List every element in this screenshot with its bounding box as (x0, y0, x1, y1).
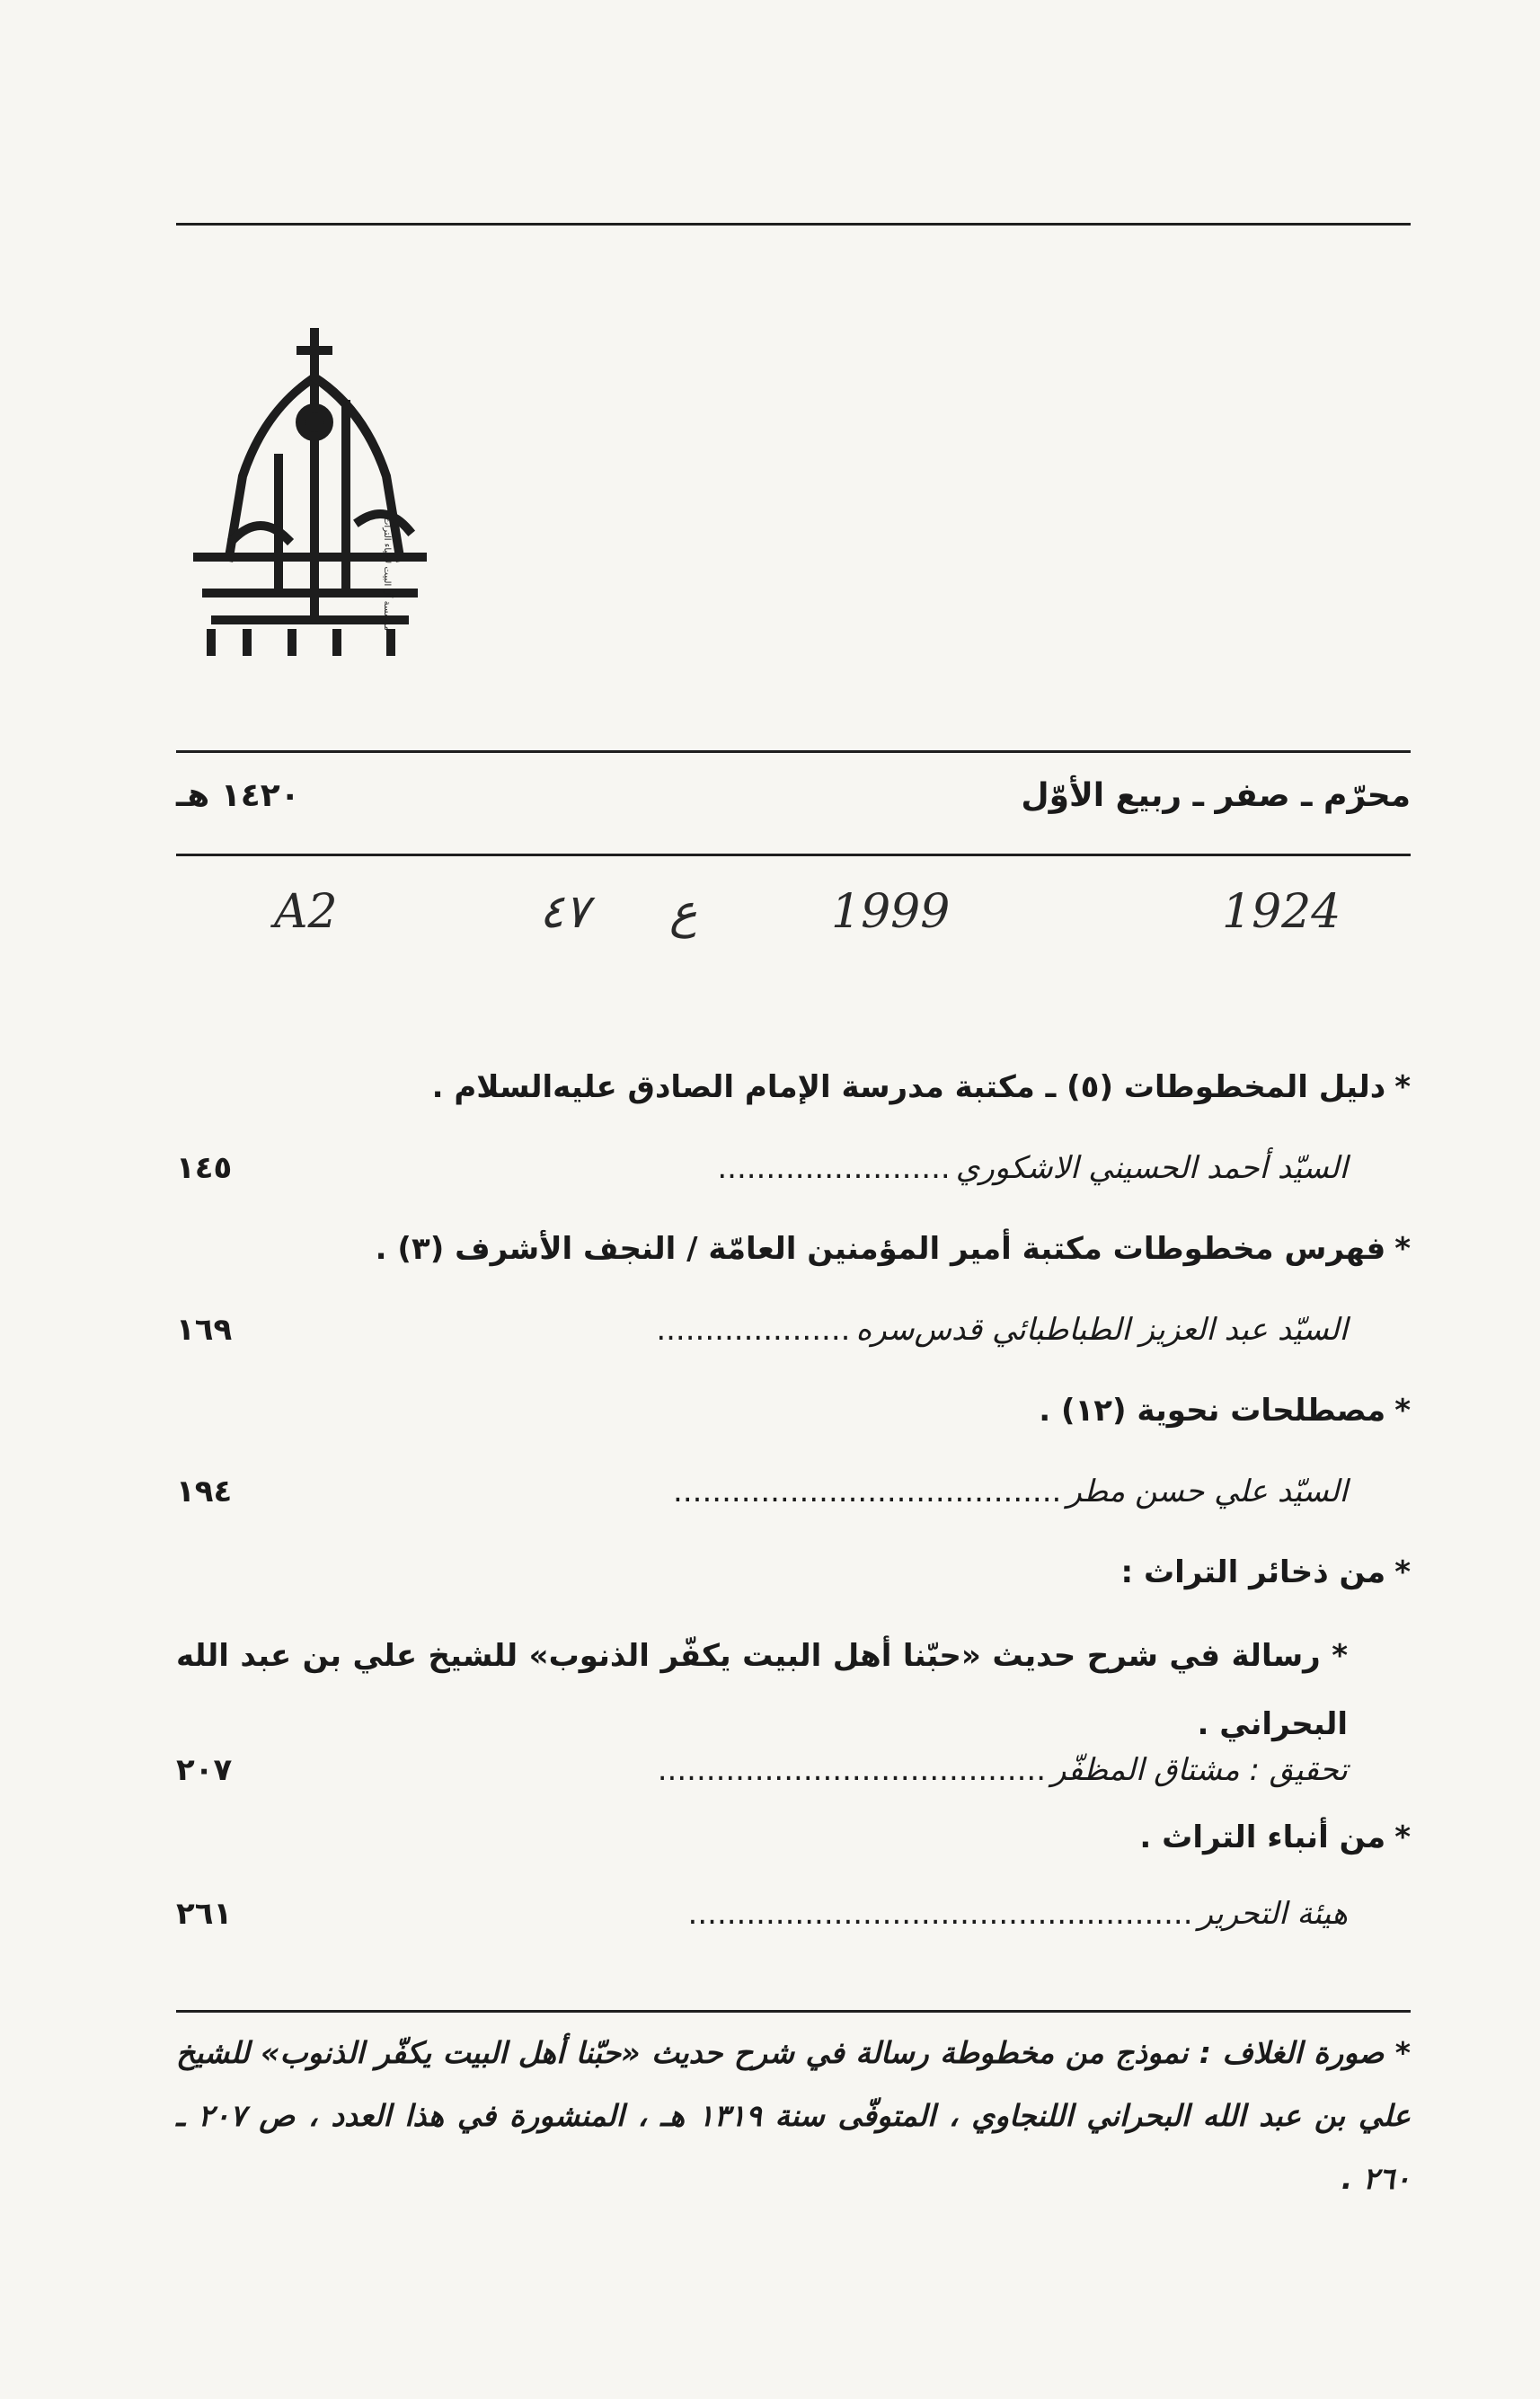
handwriting-note-1: A2 (274, 885, 338, 939)
toc-entry-title: *من ذخائر التراث : (1120, 1554, 1411, 1590)
handwriting-note-5: 1924 (1222, 885, 1341, 939)
toc-page-number: ٢٦١ (176, 1896, 233, 1932)
top-rule (176, 223, 1411, 226)
toc-entry-title: *من أنباء التراث . (1139, 1819, 1411, 1855)
toc-sub-entry: * رسالة في شرح حديث «حبّنا أهل البيت يكفّر الذنوب» للشيخ علي بن عبد الله البحراني . (176, 1638, 1348, 1742)
table-of-contents (176, 1060, 1411, 1959)
toc-entry-title: *مصطلحات نحوية (١٢) . (1039, 1393, 1411, 1429)
caption-rule (176, 2010, 1411, 2013)
toc-entry-author: السيّد أحمد الحسيني الاشكوري........................ ١٤٥ (176, 1150, 1348, 1186)
handwriting-note-4: 1999 (831, 885, 951, 939)
handwriting-note-2: ٤٧ (539, 885, 589, 939)
issue-year: ١٤٢٠ هـ (176, 777, 300, 814)
toc-page-number: ١٤٥ (176, 1150, 233, 1186)
toc-page-number: ٢٠٧ (176, 1752, 233, 1788)
toc-entry-author: السيّد عبد العزيز الطباطبائي قدس‌سره.................... ١٦٩ (176, 1312, 1348, 1348)
toc-page-number: ١٦٩ (176, 1312, 233, 1348)
toc-entry-author: السيّد علي حسن مطر........................................ ١٩٤ (176, 1474, 1348, 1509)
toc-entry-author: تحقيق : مشتاق المظفّر........................................ ٢٠٧ (176, 1752, 1348, 1788)
toc-entry-title: *فهرس مخطوطات مكتبة أمير المؤمنين العامّة / النجف الأشرف (٣) . (375, 1231, 1411, 1267)
date-top-rule (176, 750, 1411, 753)
issue-months: محرّم ـ صفر ـ ربيع الأوّل (1021, 777, 1411, 814)
toc-entry-title: *دليل المخطوطات (٥) ـ مكتبة مدرسة الإمام الصادق عليه‌السلام . (431, 1069, 1411, 1105)
issue-date-row (176, 777, 1411, 831)
toc-entry-author: هيئة التحرير.................................................... ٢٦١ (176, 1896, 1348, 1932)
date-bottom-rule (176, 854, 1411, 856)
cover-caption: * صورة الغلاف : نموذج من مخطوطة رسالة في شرح حديث «حبّنا أهل البيت يكفّر الذنوب» للشيخ علي بن عبد الله البحراني اللنجاوي ، المتوفّى سنة ١٣١٩ هـ ، المنشورة في هذا العدد ، ص ٢٠٧ ـ ٢٦٠ . (176, 2035, 1411, 2196)
logo-lettering: مؤسسة آل البيت لإحياء التراث (382, 517, 392, 631)
toc-page-number: ١٩٤ (176, 1474, 233, 1509)
institute-logo (180, 323, 440, 665)
handwriting-note-3: ع (669, 885, 698, 939)
